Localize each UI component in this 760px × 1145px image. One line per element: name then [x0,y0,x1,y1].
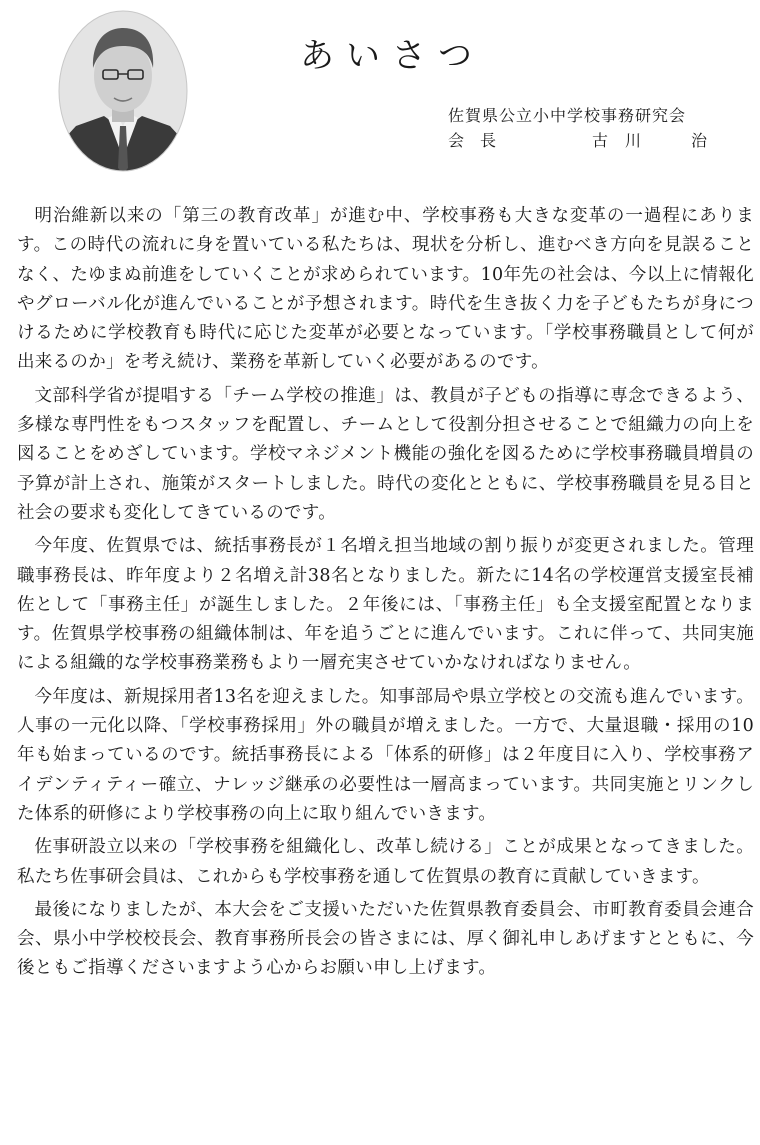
greeting-body [17,202,754,988]
page-title: あいさつ [300,36,484,76]
paragraph: 最後になりましたが、本大会をご支援いただいた佐賀県教育委員会、市町教育委員会連合会、県小中学校校長会、教育事務所長会の皆さまには、厚く御礼申しあげますとともに、今後ともご指導くださいますよう心からお願い申し上げます。 [17,899,754,979]
portrait-photo [56,8,190,174]
paragraph: 明治維新以来の「第三の教育改革」が進む中、学校事務も大きな変革の一過程にあります。この時代の流れに身を置いている私たちは、現状を分析し、進むべき方向を見誤ることなく、たゆまぬ前進をしていくことが求められています。10年先の社会は、今以上に情報化やグローバル化が進んでいることが予想されます。時代を生き抜く力を子どもたちが身につけるために学校教育も時代に応じた変革が必要となっています。「学校事務職員として何が出来るのか」を考え続け、業務を革新していく必要があるのです。 [17,206,754,373]
portrait-photo-image [56,8,190,174]
paragraph: 今年度は、新規採用者13名を迎えました。知事部局や県立学校との交流も進んでいます。人事の一元化以降、「学校事務採用」外の職員が増えました。一方で、大量退職・採用の10年も始まっているのです。統括事務長による「体系的研修」は２年度目に入り、学校事務アイデンティティー確立、ナレッジ継承の必要性は一層高まっています。共同実施とリンクした体系的研修により学校事務の向上に取り組んでいきます。 [17,686,754,824]
paragraph: 文部科学省が提唱する「チーム学校の推進」は、教員が子どもの指導に専念できるよう、多様な専門性をもつスタッフを配置し、チームとして役割分担させることで組織力の向上を図ることをめざしています。学校マネジメント機能の強化を図るために学校事務職員増員の予算が計上され、施策がスタートしました。時代の変化とともに、学校事務職員を見る目と社会の要求も変化してきているのです。 [17,385,754,523]
signatory-role: 会長 [448,131,513,150]
paragraph: 今年度、佐賀県では、統括事務長が１名増え担当地域の割り振りが変更されました。管理職事務長は、昨年度より２名増え計38名となりました。新たに14名の学校運営支援室長補佐として「事務主任」が誕生しました。２年後には、「事務主任」も全支援室配置となります。佐賀県学校事務の組織体制は、年を追うごとに進んでいます。これに伴って、共同実施による組織的な学校事務業務もより一層充実させていかなければなりません。 [17,536,754,674]
signatory-line [448,128,748,152]
organization-name: 佐賀県公立小中学校事務研究会 [448,106,687,125]
paragraph: 佐事研設立以来の「学校事務を組織化し、改革し続ける」ことが成果となってきました。私たち佐事研会員は、これからも学校事務を通して佐賀県の教育に貢献していきます。 [17,837,754,887]
signatory-name: 古川 治 [592,131,725,150]
